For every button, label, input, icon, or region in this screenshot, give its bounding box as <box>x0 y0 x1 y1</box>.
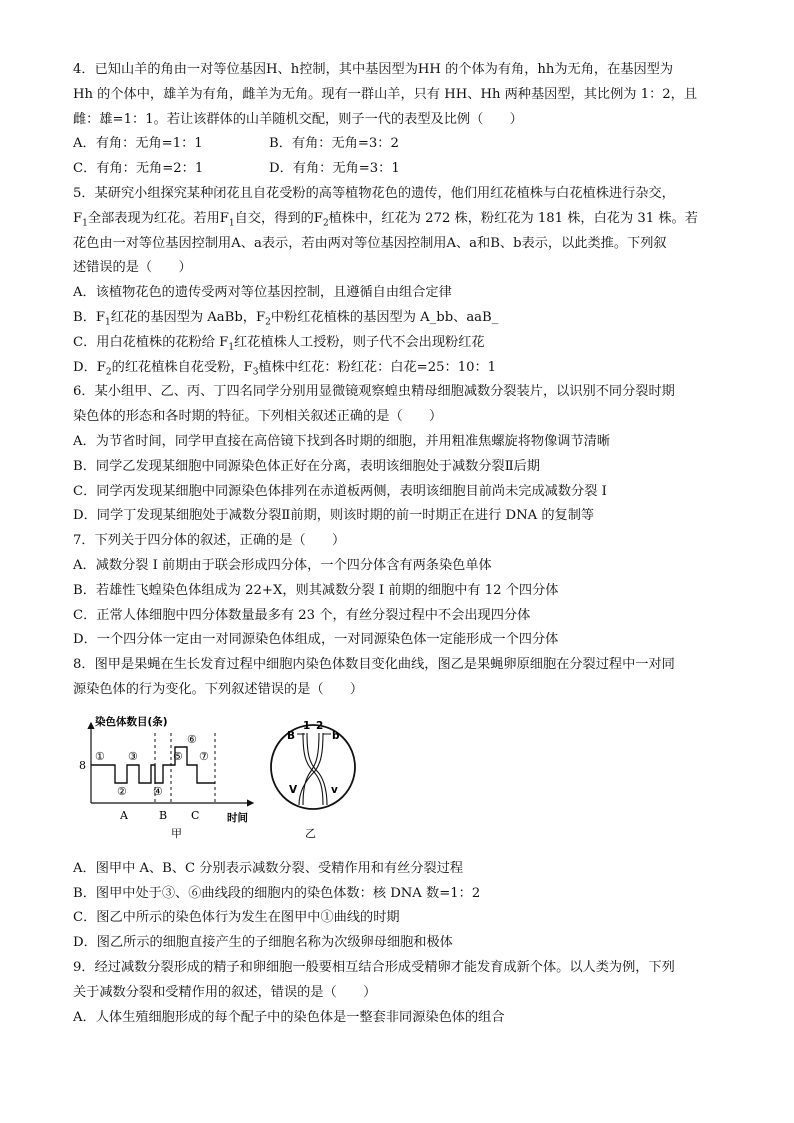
figure-a-chromosome-curve <box>75 705 265 857</box>
q5-stem-line-2 <box>73 207 733 232</box>
figure-b-label-B: B <box>287 729 296 742</box>
q4-options-row-2 <box>73 157 733 182</box>
q7-stem: 7．下列关于四分体的叙述，正确的是（ ） <box>73 533 346 549</box>
q6-stem-line-1: 6．某小组甲、乙、丙、丁四名同学分别用显微镜观察蝗虫精母细胞减数分裂装片，以识别不同分裂时期 <box>73 384 675 400</box>
q5-ob-b: 1 <box>105 317 111 328</box>
q5-oc-b: 1 <box>228 342 235 353</box>
figure-a-seg-6: ⑥ <box>187 732 197 746</box>
q4-option-b: B．有角：无角=3：2 <box>269 136 399 152</box>
figure-b-label-v: v <box>331 783 338 796</box>
q9-option-a: A．人体生殖细胞形成的每个配子中的染色体是一整套非同源染色体的组合 <box>73 1009 505 1025</box>
q5-l2-g: 植株中，红花为 272 株，粉红花为 181 株，白花为 31 株。若 <box>328 210 698 226</box>
figure-a-xlabel: 时间 <box>227 811 248 824</box>
q5-option-a: A．该植物花色的遗传受两对等位基因控制，且遵循自由组合定律 <box>73 285 452 301</box>
q5-ob-d: 2 <box>265 317 271 328</box>
figure-a-seg-3: ③ <box>128 749 138 763</box>
q8-option-c: C．图乙中所示的染色体行为发生在图甲中①曲线的时期 <box>73 910 400 926</box>
q5-l2-c: 全部表现为红花。若用F <box>87 210 229 226</box>
q5-l2-d: 1 <box>228 218 235 229</box>
figure-a-caption: 甲 <box>171 826 182 840</box>
q8-option-d: D．图乙所示的细胞直接产生的子细胞名称为次级卵母细胞和极体 <box>73 935 453 951</box>
q6-option-d: D．同学丁发现某细胞处于减数分裂Ⅱ前期，则该时期的前一时期正在进行 DNA 的复制等 <box>73 508 595 524</box>
figure-a-stage-b: B <box>159 808 168 822</box>
q6-stem-line-2: 染色体的形态和各时期的特征。下列相关叙述正确的是（ ） <box>73 409 443 425</box>
q5-od-b: 2 <box>105 367 112 378</box>
q5-l2-f: 2 <box>322 218 329 229</box>
figure-a-seg-2: ② <box>117 784 127 798</box>
q5-od-d: 3 <box>252 367 259 378</box>
q8-option-a: A．图甲中 A、B、C 分别表示减数分裂、受精作用和有丝分裂过程 <box>73 860 464 876</box>
q7-option-d: D．一个四分体一定由一对同源染色体组成，一对同源染色体一定能形成一个四分体 <box>73 632 559 648</box>
figure-b-caption: 乙 <box>305 826 316 840</box>
q5-l2-a: F <box>73 210 83 226</box>
figure-b-label-1: 1 <box>303 719 311 732</box>
figure-b-label-V: V <box>289 783 298 796</box>
exam-page <box>73 58 733 1030</box>
q8-stem-line-1: 8．图甲是果蝇在生长发育过程中细胞内染色体数目变化曲线，图乙是果蝇卵原细胞在分裂过程中一对同 <box>73 657 675 673</box>
q8-option-b: B．图甲中处于③、⑥曲线段的细胞内的染色体数：核 DNA 数=1：2 <box>73 885 481 901</box>
q4-stem-line-2: Hh 的个体中，雄羊为有角，雌羊为无角。现有一群山羊，只有 HH、Hh 两种基因型，其比例为 1：2，且 <box>73 86 698 102</box>
q5-l2-e: 自交，得到的F <box>234 210 323 226</box>
q5-option-d <box>73 356 733 381</box>
figure-a-stage-c: C <box>191 808 200 822</box>
figure-a-stage-a: A <box>120 808 128 822</box>
figure-a-curve <box>91 747 215 783</box>
q5-oc-c: 红花植株人工授粉，则子代不会出现粉红花 <box>234 334 485 350</box>
q4-options-row-1 <box>73 132 733 157</box>
figure-b-label-b: b <box>332 729 340 742</box>
q4-option-a: A．有角：无角=1：1 <box>73 136 203 152</box>
q5-stem-line-3: 花色由一对等位基因控制用A、a表示，若由两对等位基因控制用A、a和B、b表示，以此类推。下列叙 <box>73 235 667 251</box>
q5-ob-c: 红花的基因型为 AaBb，F <box>110 309 266 325</box>
figure-b-homologous-pair <box>265 705 365 857</box>
q4-option-c: C．有角：无角=2：1 <box>73 161 204 177</box>
figure-a-seg-4: ④ <box>153 784 163 798</box>
q5-ob-a: B．F <box>73 309 106 325</box>
q5-od-e: 植株中红花：粉红花：白花=25：10：1 <box>258 359 497 375</box>
q4-option-d: D．有角：无角=3：1 <box>269 161 400 177</box>
q5-stem-line-4: 述错误的是（ ） <box>73 260 192 276</box>
q6-option-c: C．同学丙发现某细胞中同源染色体排列在赤道板两侧，表明该细胞目前尚未完成减数分裂 I <box>73 483 607 499</box>
q5-option-c <box>73 331 733 356</box>
figure-a-ylabel: 染色体数目(条) <box>95 715 168 728</box>
q6-option-b: B．同学乙发现某细胞中同源染色体正好在分离，表明该细胞处于减数分裂Ⅱ后期 <box>73 458 541 474</box>
q5-ob-e: 中粉红花植株的基因型为 A_bb、aaB_ <box>270 309 499 325</box>
q7-option-a: A．减数分裂 I 前期由于联会形成四分体，一个四分体含有两条染色单体 <box>73 557 492 573</box>
q9-stem-line-2: 关于减数分裂和受精作用的叙述，错误的是（ ） <box>73 984 377 1000</box>
q8-figures <box>73 705 733 857</box>
q6-option-a: A．为节省时间，同学甲直接在高倍镜下找到各时期的细胞，并用粗准焦螺旋将物像调节清晰 <box>73 433 611 449</box>
q5-stem-line-1: 5．某研究小组探究某种闭花且自花受粉的高等植物花色的遗传，他们用红花植株与白花植株进行杂交， <box>73 185 675 201</box>
q5-option-b <box>73 306 733 331</box>
q5-l2-b: 1 <box>82 218 88 229</box>
figure-a-seg-5: ⑤ <box>173 749 183 763</box>
q4-stem-line-3: 雌：雄=1：1。若让该群体的山羊随机交配，则子一代的表型及比例（ ） <box>73 111 523 127</box>
q7-option-b: B．若雄性飞蝗染色体组成为 22+X，则其减数分裂 I 前期的细胞中有 12 个四分体 <box>73 582 559 598</box>
figure-a-seg-1: ① <box>95 749 105 763</box>
q4-stem-line-1: 4．已知山羊的角由一对等位基因H、h控制，其中基因型为HH 的个体为有角，hh为无角，在基因型为 <box>73 62 674 77</box>
q5-od-c: 的红花植株自花受粉，F <box>111 359 253 375</box>
figure-b-label-2: 2 <box>316 719 324 732</box>
q5-oc-a: C．用白花植株的花粉给 F <box>73 334 229 350</box>
figure-a-seg-7: ⑦ <box>199 749 209 763</box>
q9-stem-line-1: 9．经过减数分裂形成的精子和卵细胞一般要相互结合形成受精卵才能发育成新个体。以人类为例，下列 <box>73 959 675 975</box>
q8-stem-line-2: 源染色体的行为变化。下列叙述错误的是（ ） <box>73 681 364 697</box>
q5-od-a: D．F <box>73 359 106 375</box>
q7-option-c: C．正常人体细胞中四分体数量最多有 23 个，有丝分裂过程中不会出现四分体 <box>73 607 531 623</box>
figure-a-ytick: 8 <box>79 758 86 772</box>
